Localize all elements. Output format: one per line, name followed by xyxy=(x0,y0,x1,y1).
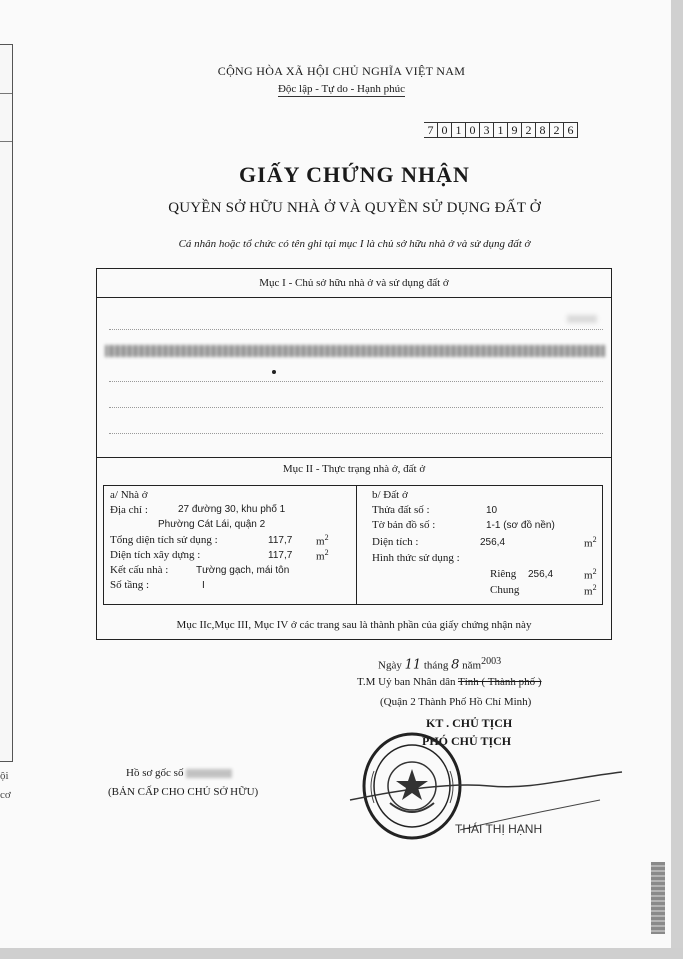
floors-label: Số tầng : xyxy=(110,579,150,591)
parcel-label: Thửa đất số : xyxy=(372,504,430,516)
certificate-frame xyxy=(96,268,612,640)
usage-label: Hình thức sử dụng : xyxy=(372,552,460,564)
signature-stroke xyxy=(340,760,630,850)
land-area-unit: $m^2$ xyxy=(584,535,597,550)
land-label: b/ Đất ở xyxy=(372,489,408,501)
previous-page-edge xyxy=(0,44,13,762)
parcel-value: 10 xyxy=(486,505,498,516)
redacted-owner xyxy=(105,345,605,357)
address-line2: Phường Cát Lái, quận 2 xyxy=(158,519,266,530)
floors-value: I xyxy=(202,580,205,591)
private-value: 256,4 xyxy=(528,569,554,580)
page-edge-right xyxy=(671,0,683,959)
authority: T.M Uỷ ban Nhân dân Tỉnh ( Thành phố ) xyxy=(357,676,542,688)
signer-name: THÁI THỊ HẠNH xyxy=(455,822,543,836)
built-area: 117,7 xyxy=(268,550,293,561)
private-label: Riêng xyxy=(490,568,517,580)
binding-tab xyxy=(651,862,665,934)
page-edge-bottom xyxy=(0,948,683,959)
built-area-unit: $m^2$ xyxy=(316,548,329,563)
document-title: GIẤY CHỨNG NHẬN xyxy=(239,162,470,187)
document-subtitle: QUYỀN SỞ HỮU NHÀ Ở VÀ QUYỀN SỬ DỤNG ĐẤT Ở xyxy=(168,200,541,216)
role-chairman: KT . CHỦ TỊCH xyxy=(426,716,513,730)
total-area: 117,7 xyxy=(268,535,293,546)
section2-heading: Mục II - Thực trạng nhà ở, đất ở xyxy=(282,463,426,475)
land-area-value: 256,4 xyxy=(480,537,506,548)
issue-date: Ngày 11 tháng 8 năm2003 xyxy=(378,656,502,673)
total-area-label: Tổng diện tích sử dụng : xyxy=(110,534,218,546)
total-area-unit: $m^2$ xyxy=(316,533,329,548)
map-label: Tờ bản đồ số : xyxy=(372,519,436,531)
district: (Quận 2 Thành Phố Hồ Chí Minh) xyxy=(380,696,532,708)
address-label: Địa chỉ : xyxy=(110,504,148,516)
shared-unit: $m^2$ xyxy=(584,583,597,598)
private-unit: $m^2$ xyxy=(584,567,597,582)
serial-number: 7 0 1 0 3 1 9 2 8 2 6 xyxy=(424,122,578,138)
structure-label: Kết cấu nhà : xyxy=(110,564,169,576)
structure-value: Tường gạch, mái tôn xyxy=(196,565,290,576)
role-vice-chairman: PHÓ CHỦ TỊCH xyxy=(422,734,512,748)
built-area-label: Diện tích xây dựng : xyxy=(110,549,201,561)
property-details xyxy=(103,485,603,605)
map-value: 1-1 (sơ đồ nền) xyxy=(486,520,555,531)
file-number: Hồ sơ gốc số xyxy=(126,767,232,779)
copy-note: (BẢN CẤP CHO CHỦ SỞ HỮU) xyxy=(108,786,259,798)
address-line1: 27 đường 30, khu phố 1 xyxy=(178,504,286,515)
footer-note: Mục IIc,Mục III, Mục IV ở các trang sau là thành phần của giấy chứng nhận này xyxy=(176,619,532,631)
section1-heading: Mục I - Chủ sở hữu nhà ở và sử dụng đất ở xyxy=(259,277,449,289)
edge-fragment: cơ xyxy=(0,789,11,801)
intro-note: Cá nhân hoặc tổ chức có tên ghi tại mục I là chủ sở hữu nhà ở và sử dụng đất ở xyxy=(178,238,531,250)
house-label: a/ Nhà ở xyxy=(110,489,148,501)
edge-fragment: ội xyxy=(0,770,9,782)
motto: Độc lập - Tự do - Hạnh phúc xyxy=(277,83,406,95)
shared-label: Chung xyxy=(490,584,520,596)
nation-heading: CỘNG HÒA XÃ HỘI CHỦ NGHĨA VIỆT NAM xyxy=(217,64,466,78)
land-area-label: Diện tích : xyxy=(372,536,419,548)
